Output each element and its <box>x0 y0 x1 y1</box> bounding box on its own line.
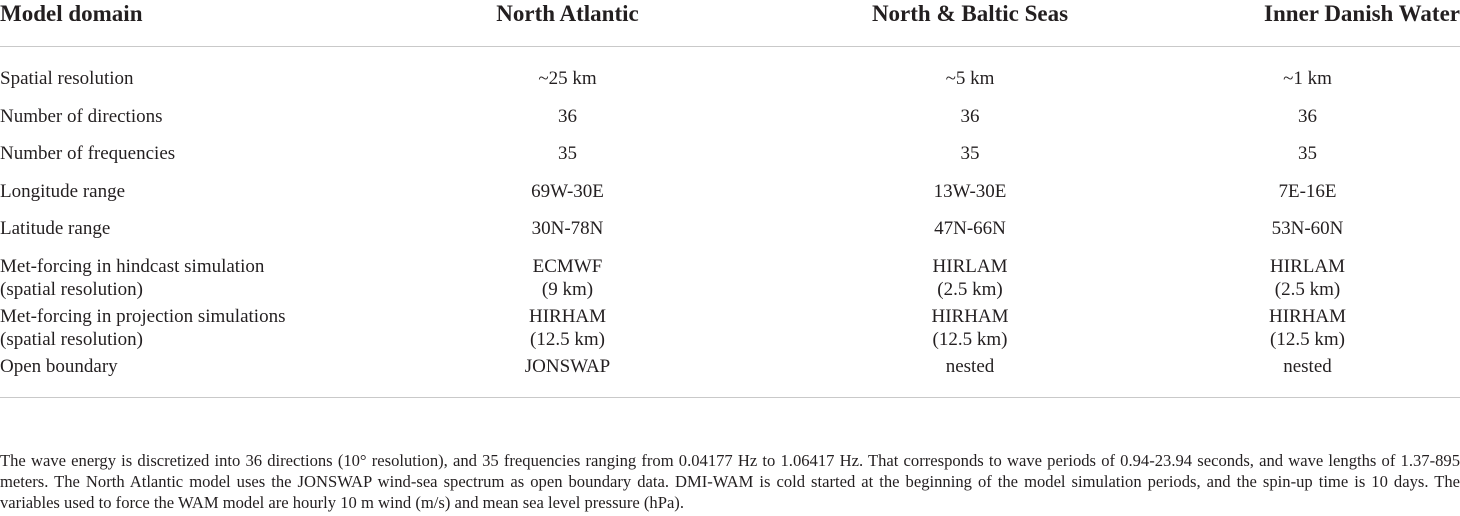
cell-north-baltic <box>785 47 1155 105</box>
table-row <box>0 180 1460 218</box>
header-row <box>0 0 1460 47</box>
table-header <box>0 0 1460 47</box>
cell-north-atlantic <box>350 47 785 105</box>
cell-inner-danish <box>1155 355 1460 398</box>
cell-north-baltic <box>785 255 1155 305</box>
table-body <box>0 47 1460 398</box>
header-north-baltic-seas: North & Baltic Seas <box>785 0 1155 47</box>
cell-text: ~25 km <box>538 68 597 89</box>
table-row <box>0 142 1460 180</box>
table-row <box>0 355 1460 398</box>
row-label <box>0 180 350 218</box>
row-label-text: Met-forcing in hindcast simulation <box>0 255 265 277</box>
cell-text: nested <box>945 355 995 377</box>
cell-inner-danish <box>1155 305 1460 355</box>
cell-text: ECMWF <box>532 255 603 277</box>
cell-north-atlantic <box>350 180 785 218</box>
row-label-text: Number of frequencies <box>0 143 176 164</box>
cell-inner-danish <box>1155 180 1460 218</box>
cell-text: 13W-30E <box>933 180 1007 202</box>
row-label-subtext: (spatial resolution) <box>0 278 143 300</box>
cell-inner-danish <box>1155 255 1460 305</box>
cell-text: HIRLAM <box>932 255 1008 277</box>
header-north-atlantic: North Atlantic <box>350 0 785 47</box>
cell-subtext: (2.5 km) <box>1274 278 1341 300</box>
cell-subtext: (12.5 km) <box>530 328 605 350</box>
cell-inner-danish <box>1155 105 1460 143</box>
cell-text: ~5 km <box>945 68 995 89</box>
cell-text: HIRLAM <box>1270 255 1345 277</box>
table-row <box>0 105 1460 143</box>
table-row <box>0 47 1460 105</box>
cell-text: 36 <box>558 105 577 127</box>
cell-north-atlantic <box>350 255 785 305</box>
cell-text: 53N-60N <box>1271 218 1344 239</box>
cell-north-baltic <box>785 142 1155 180</box>
row-label <box>0 105 350 143</box>
row-label-text: Open boundary <box>0 355 118 377</box>
row-label <box>0 255 350 305</box>
cell-text: 47N-66N <box>934 218 1006 239</box>
cell-subtext: (12.5 km) <box>932 328 1008 350</box>
cell-text: HIRHAM <box>528 305 607 327</box>
cell-subtext: (12.5 km) <box>1270 328 1345 350</box>
cell-text: 35 <box>960 143 980 164</box>
row-label <box>0 355 350 398</box>
cell-text: JONSWAP <box>524 355 611 377</box>
cell-text: nested <box>1283 355 1332 377</box>
cell-subtext: (2.5 km) <box>937 278 1003 300</box>
cell-text: 35 <box>1298 143 1317 164</box>
cell-text: 35 <box>558 143 577 164</box>
cell-inner-danish <box>1155 142 1460 180</box>
cell-inner-danish <box>1155 217 1460 255</box>
cell-north-baltic <box>785 217 1155 255</box>
cell-north-baltic <box>785 355 1155 398</box>
row-label <box>0 142 350 180</box>
cell-north-baltic <box>785 105 1155 143</box>
cell-north-atlantic <box>350 217 785 255</box>
row-label-text: Number of directions <box>0 105 163 127</box>
cell-text: 30N-78N <box>531 218 604 239</box>
cell-text: 7E-16E <box>1278 180 1337 202</box>
table-row <box>0 255 1460 305</box>
cell-subtext: (9 km) <box>541 278 594 300</box>
cell-text: 36 <box>1298 105 1317 127</box>
cell-text: 69W-30E <box>531 180 604 202</box>
table-footnote: The wave energy is discretized into 36 directions (10° resolution), and 35 frequencies ranging from 0.04177 Hz to 1.06417 Hz. That corresponds to wave periods of 0.94-23.94 seconds, and wave lengths of 1.37-895 meters. The North Atlantic model uses the JONSWAP wind-sea spectrum as open boundary data. DMI-WAM is cold started at the beginning of the model simulation periods, and the spin-up time is 10 days. The variables used to force the WAM model are hourly 10 m wind (m/s) and mean sea level pressure (hPa). <box>0 451 1460 512</box>
cell-text: ~1 km <box>1283 68 1332 89</box>
row-label <box>0 47 350 105</box>
row-label <box>0 305 350 355</box>
cell-north-atlantic <box>350 305 785 355</box>
table-row <box>0 217 1460 255</box>
cell-north-atlantic <box>350 355 785 398</box>
row-label-text: Longitude range <box>0 180 126 202</box>
table-row <box>0 305 1460 355</box>
cell-text: HIRHAM <box>1268 305 1347 327</box>
cell-north-atlantic <box>350 105 785 143</box>
row-label-text: Latitude range <box>0 218 111 239</box>
cell-north-baltic <box>785 305 1155 355</box>
cell-inner-danish <box>1155 47 1460 105</box>
header-inner-danish-water: Inner Danish Water <box>1155 0 1460 47</box>
cell-north-atlantic <box>350 142 785 180</box>
row-label <box>0 217 350 255</box>
row-label-text: Spatial resolution <box>0 68 134 89</box>
cell-north-baltic <box>785 180 1155 218</box>
cell-text: HIRHAM <box>931 305 1009 327</box>
cell-text: 36 <box>960 105 980 127</box>
row-label-subtext: (spatial resolution) <box>0 328 143 350</box>
row-label-text: Met-forcing in projection simulations <box>0 305 286 327</box>
header-model-domain: Model domain <box>0 0 350 47</box>
